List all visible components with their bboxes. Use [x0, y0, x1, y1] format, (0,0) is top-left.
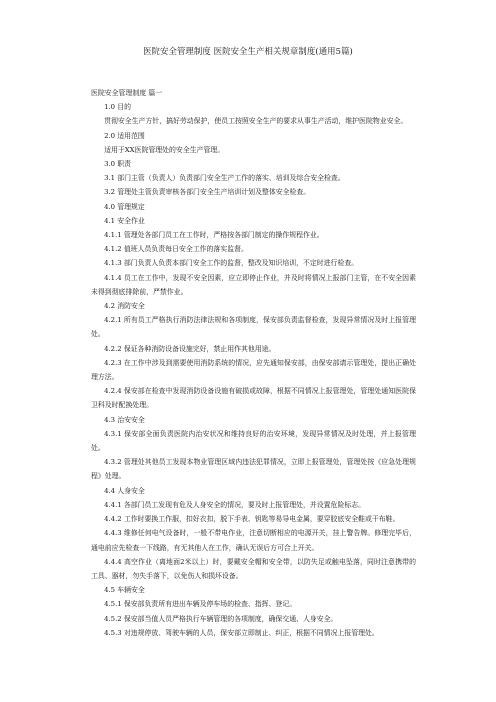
section-heading: 医院安全管理制度 篇一 [91, 89, 163, 97]
paragraph: 4.2.4 保安部在检查中发现消防设备设施有破损或故障，根据不同情况上报管理处，管理处通知医院保卫科及时配换处理。 [91, 387, 416, 410]
paragraph: 适用于XX医院管理处的安全生产管理。 [104, 145, 225, 154]
paragraph: 4.2.2 保证各种消防设备设施完好，禁止用作其他用途。 [104, 344, 276, 353]
paragraph: 4.1.3 部门负责人负责本部门安全工作的监督，整改及知识培训，不定时进行检查。 [104, 259, 359, 268]
paragraph: 4.4.3 维修任何电气设备时，一般不带电作业，注意切断相应的电源开关，挂上警告牌。修理完毕后，通电前应先检查一下线路，有无其他人在工作，确认无误后方可合上开关。 [91, 529, 416, 552]
paragraph: 4.5.3 对违规停放、驾驶车辆的人员，保安部立即制止、纠正，根据不同情况上报管理处。 [104, 628, 379, 637]
document-body [91, 86, 416, 640]
paragraph: 4.4.2 工作时要换工作服，扣好衣扣，脱下手表、钥匙等易导电金属，要穿胶底安全鞋或干布鞋。 [104, 515, 400, 524]
paragraph: 4.2.1 所有员工严格执行消防法律法规和各项制度，保安部负责监督检查，发现异常情况及时上报管理处。 [91, 316, 416, 339]
paragraph: 4.1.1 管理处各部门员工在工作时，严格按各部门制定的操作规程作业。 [104, 231, 324, 240]
paragraph: 4.3.1 保安部全面负责医院内治安状况和维持良好的治安环境，发现异常情况及时处理，并上报管理处。 [91, 429, 416, 453]
paragraph: 4.1.4 员工在工作中，发现不安全因素，应立即停止作业，并及时将情况上报部门主管，在不安全因素未得到彻底排除前，严禁作业。 [91, 273, 416, 296]
paragraph: 4.5 车辆安全 [104, 586, 145, 595]
paragraph: 3.1 部门主管（负责人）负责部门安全生产工作的落实、培训及综合安全检查。 [104, 174, 345, 183]
document-title: 医院安全管理制度 医院安全生产相关规章制度(通用5篇) [143, 46, 353, 56]
paragraph: 4.2.3 在工作中涉及到需要使用消防系统的情况，应先通知保安部，由保安部请示管理处，提出正确处理方法。 [91, 358, 416, 382]
paragraph: 4.3.2 管理处其他员工发现本物业管理区域内违法犯罪情况，立即上报管理处，管理处按《应急处理规程》处理。 [91, 458, 416, 481]
section-title: 4.0 管理规定 [104, 202, 145, 211]
paragraph: 4.4.4 高空作业（离地面2米以上）时，要戴安全帽和安全带，以防失足或触电坠落，同时注意携带的工具、器材，勿失手落下，以免伤人和损坏设备。 [91, 557, 416, 580]
paragraph: 4.2 消防安全 [104, 302, 145, 311]
paragraph: 4.4 人身安全 [104, 486, 145, 495]
paragraph: 4.4.1 各部门员工发现有危及人身安全的情况，要及时上报管理处，并设置危险标志。 [104, 500, 366, 509]
paragraph: 4.5.2 保安部当值人员严格执行车辆管理的各项制度，确保交通、人身安全。 [104, 614, 338, 623]
paragraph: 4.3 治安安全 [104, 415, 145, 424]
section-title: 3.0 职责 [104, 160, 132, 169]
paragraph: 贯彻安全生产方针，搞好劳动保护，使员工按照安全生产的要求从事生产活动，维护医院物业安全。 [104, 117, 408, 126]
section-title: 2.0 适用范围 [104, 131, 145, 140]
paragraph: 3.2 管理处主管负责审核各部门安全生产培训计划及整体安全检查。 [104, 188, 311, 197]
paragraph: 4.1.2 值班人员负责每日安全工作的落实监督。 [104, 245, 248, 254]
section-title: 1.0 目的 [104, 103, 132, 112]
paragraph: 4.5.1 保安部负责所有进出车辆及停车场的检查、指挥、登记。 [104, 600, 297, 609]
paragraph: 4.1 安全作业 [104, 216, 145, 225]
